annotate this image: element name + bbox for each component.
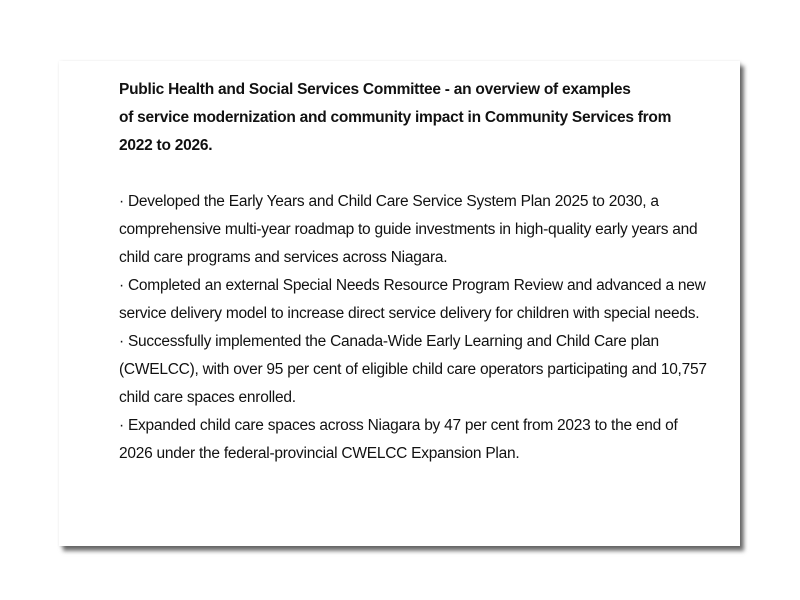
bullet-item: · Completed an external Special Needs Resource Program Review and advanced a new service delivery model to increase direct service delivery for children with special needs. — [119, 277, 706, 322]
bullet-item: · Developed the Early Years and Child Care Service System Plan 2025 to 2030, a comprehensive multi-year roadmap to guide investments in high-quality early years and child care programs and services across Niagara. — [119, 193, 698, 266]
bullet-item: · Expanded child care spaces across Niagara by 47 per cent from 2023 to the end of 2026 under the federal-provincial CWELCC Expansion Plan. — [119, 417, 678, 462]
bullet-list — [119, 188, 709, 468]
heading-line: Public Health and Social Services Committee - an overview of examples — [119, 81, 631, 98]
document-content — [119, 76, 709, 468]
bullet-item: · Successfully implemented the Canada-Wide Early Learning and Child Care plan (CWELCC), with over 95 per cent of eligible child care operators participating and 10,757 child care spaces enrolled. — [119, 333, 707, 406]
document-heading — [119, 76, 709, 160]
document-card — [59, 61, 740, 546]
heading-line: of service modernization and community impact in Community Services from — [119, 109, 672, 126]
heading-line: 2022 to 2026. — [119, 137, 213, 154]
